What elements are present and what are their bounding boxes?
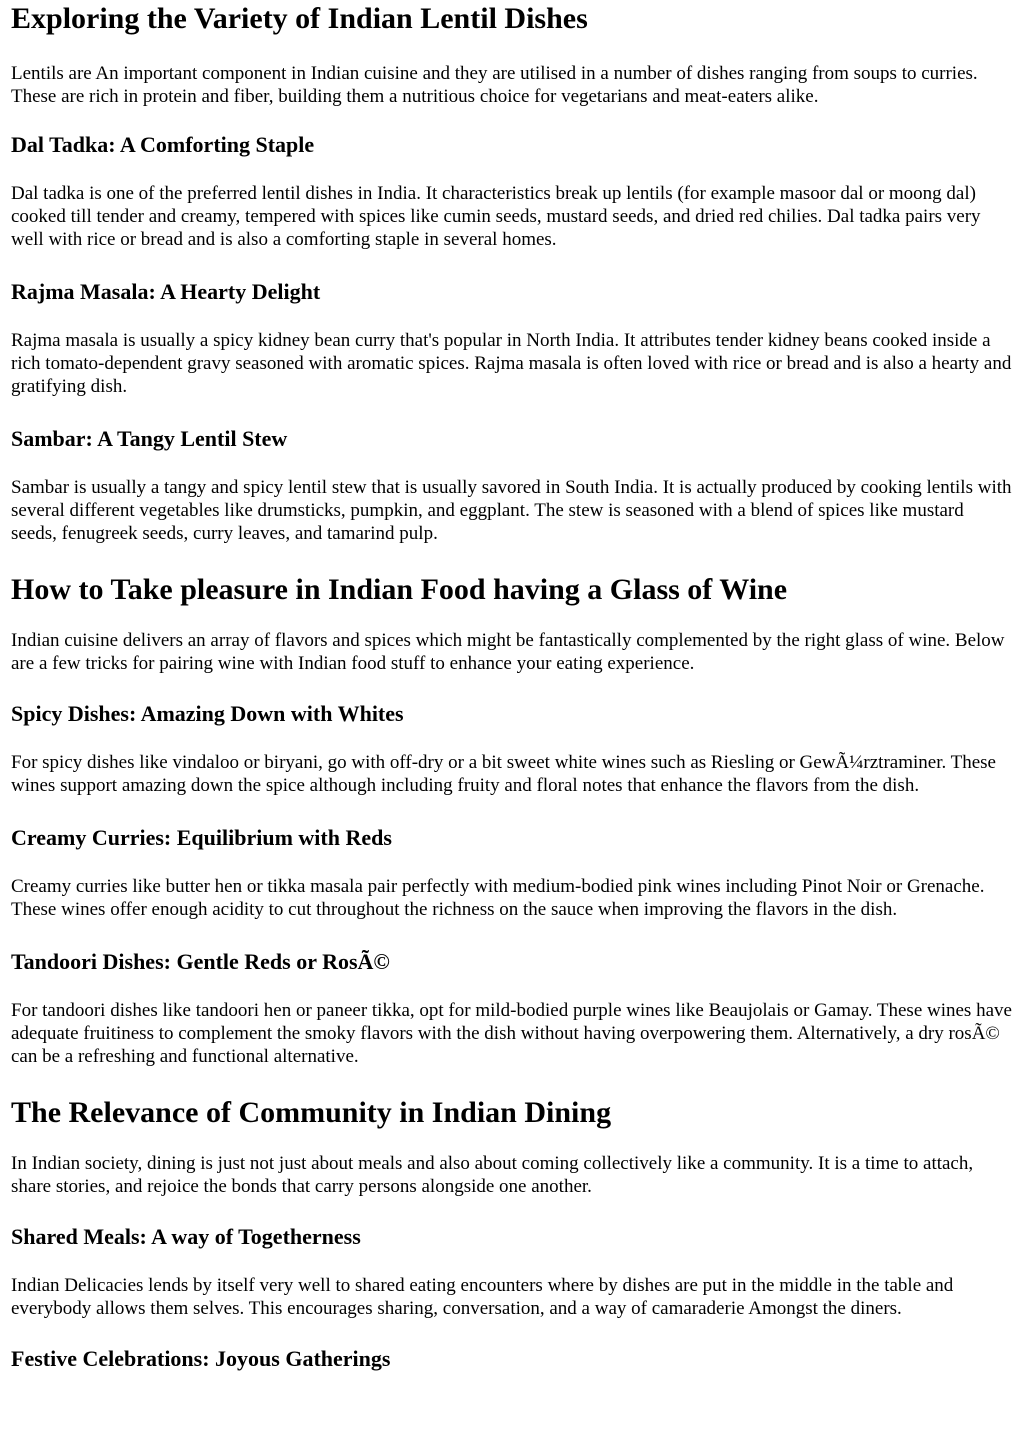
subsection-body: Rajma masala is usually a spicy kidney bean curry that's popular in North India. It attributes tender kidney beans cooked inside a rich tomato-dependent gravy seasoned with aromatic spices. Rajma masala is often loved with rice or bread and is also a hearty and gratifying dish. [11, 330, 1012, 397]
subsection-body: For spicy dishes like vindaloo or biryani, go with off-dry or a bit sweet white wines such as Riesling or GewÃ¼rztraminer. These wines support amazing down the spice although including fruity and floral notes that enhance the flavors from the dish. [11, 752, 996, 796]
subsection-body: Creamy curries like butter hen or tikka masala pair perfectly with medium-bodied pink wines including Pinot Noir or Grenache. These wines offer enough acidity to cut throughout the richness on the sauce when improving the flavors in the dish. [11, 876, 985, 920]
section-intro: Lentils are An important component in Indian cuisine and they are utilised in a number of dishes ranging from soups to curries. These are rich in protein and fiber, building them a nutritious choice for vegetarians and meat-eaters alike. [11, 63, 978, 107]
subsection-heading: Festive Celebrations: Joyous Gatherings [11, 1346, 391, 1371]
subsection-heading: Sambar: A Tangy Lentil Stew [11, 426, 288, 451]
subsection-body: Indian Delicacies lends by itself very well to shared eating encounters where by dishes are put in the middle in the table and everybody allows them selves. This encourages sharing, conversation, and a way of camaraderie Amongst the diners. [11, 1275, 954, 1319]
section-intro: Indian cuisine delivers an array of flavors and spices which might be fantastically complemented by the right glass of wine. Below are a few tricks for pairing wine with Indian food stuff to enhance your eating experience. [11, 630, 1005, 674]
subsection-heading: Dal Tadka: A Comforting Staple [11, 132, 315, 157]
subsection-heading: Shared Meals: A way of Togetherness [11, 1224, 361, 1249]
subsection-heading: Rajma Masala: A Hearty Delight [11, 279, 321, 304]
subsection-heading: Spicy Dishes: Amazing Down with Whites [11, 701, 404, 726]
subsection-heading: Creamy Curries: Equilibrium with Reds [11, 825, 392, 850]
subsection-body: Dal tadka is one of the preferred lentil dishes in India. It characteristics break up lentils (for example masoor dal or moong dal) cooked till tender and creamy, tempered with spices like cumin seeds, mustard seeds, and dried red chilies. Dal tadka pairs very well with rice or bread and is also a comforting staple in several homes. [11, 183, 981, 250]
subsection-body: For tandoori dishes like tandoori hen or paneer tikka, opt for mild-bodied purple wines like Beaujolais or Gamay. These wines have adequate fruitiness to complement the smoky flavors with the dish without having overpowering them. Alternatively, a dry rosÃ© can be a refreshing and functional alternative. [11, 1000, 1012, 1067]
section-title: The Relevance of Community in Indian Dining [11, 1096, 612, 1129]
section-intro: In Indian society, dining is just not just about meals and also about coming collectively like a community. It is a time to attach, share stories, and rejoice the bonds that carry persons alongside one another. [11, 1153, 974, 1197]
section-title: How to Take pleasure in Indian Food having a Glass of Wine [11, 573, 788, 606]
article [0, 2, 1024, 1372]
subsection-body: Sambar is usually a tangy and spicy lentil stew that is usually savored in South India. It is actually produced by cooking lentils with several different vegetables like drumsticks, pumpkin, and eggplant. The stew is seasoned with a blend of spices like mustard seeds, fenugreek seeds, curry leaves, and tamarind pulp. [11, 477, 1012, 544]
section-title: Exploring the Variety of Indian Lentil Dishes [11, 2, 588, 35]
subsection-heading: Tandoori Dishes: Gentle Reds or RosÃ© [11, 949, 390, 974]
